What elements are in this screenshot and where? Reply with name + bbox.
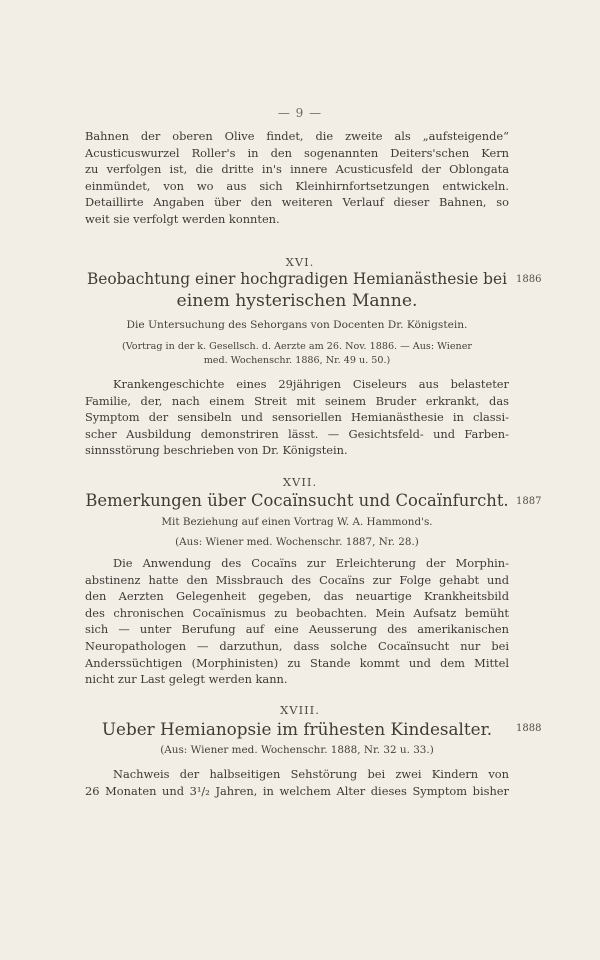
intro-paragraph <box>85 128 509 228</box>
section-subtitle: Die Untersuchung des Sehorgans von Docenten Dr. Königstein. <box>126 319 468 331</box>
section-year: 1888 <box>516 723 542 734</box>
section-title <box>85 718 509 740</box>
section-numeral: XVII. <box>282 475 318 489</box>
section-year: 1886 <box>516 274 542 285</box>
section-title <box>85 490 509 512</box>
text-line: Familie, der, nach einem Streit mit seinem Bruder erkrankt, das <box>85 393 509 408</box>
section-citation: (Aus: Wiener med. Wochenschr. 1887, Nr. 28.) <box>175 536 419 548</box>
section-citation: (Aus: Wiener med. Wochenschr. 1888, Nr. 32 u. 33.) <box>160 744 434 756</box>
text-line: den Aerzten Gelegenheit gegeben, das neuartige Krankheitsbild <box>85 589 509 604</box>
text-line: sich — unter Berufung auf eine Aeusserung des amerikanischen <box>85 622 509 637</box>
text-line: Nachweis der halbseitigen Sehstörung bei zwei Kindern von <box>113 767 509 781</box>
title-line: Bemerkungen über Cocaïnsucht und Cocaïnfurcht. <box>85 491 509 510</box>
section-numeral: XVI. <box>285 255 315 269</box>
text-line: Bahnen der oberen Olive findet, die zweite als „aufsteigende“ <box>85 129 509 143</box>
page-number: — 9 — <box>277 106 323 120</box>
section-numeral: XVIII. <box>280 703 320 717</box>
text-line: weit sie verfolgt werden konnten. <box>85 211 280 226</box>
text-line: Die Anwendung des Cocaïns zur Erleichterung der Morphin- <box>113 556 509 570</box>
text-line: Acusticuswurzel Roller's in den sogenannten Deiters'schen Kern <box>85 145 509 160</box>
section-body <box>85 555 509 688</box>
text-line: Krankengeschichte eines 29jährigen Ciseleurs aus belasteter <box>113 377 509 391</box>
title-line: Beobachtung einer hochgradigen Hemianästhesie bei <box>86 270 508 288</box>
title-line: einem hysterischen Manne. <box>176 291 418 311</box>
text-line: abstinenz hatte den Missbrauch des Cocaïns zur Folge gehabt und <box>85 572 509 587</box>
section-citation: med. Wochenschr. 1886, Nr. 49 u. 50.) <box>203 355 391 366</box>
section-body <box>85 376 509 459</box>
text-line: zu verfolgen ist, die dritte in's innere Acusticusfeld der Oblongata <box>85 162 509 177</box>
section-body <box>85 766 509 799</box>
section-subtitle: Mit Beziehung auf einen Vortrag W. A. Hammond's. <box>161 516 433 528</box>
section-citation: (Vortrag in der k. Gesellsch. d. Aerzte am 26. Nov. 1886. — Aus: Wiener <box>122 341 472 352</box>
text-line: Neuropathologen — darzuthun, dass solche Cocaïnsucht nur bei <box>85 638 509 653</box>
text-line: nicht zur Last gelegt werden kann. <box>85 672 288 687</box>
section-year: 1887 <box>516 496 542 507</box>
text-line: Symptom der sensibeln und sensoriellen Hemianästhesie in classi- <box>85 410 509 425</box>
text-line: Detaillirte Angaben über den weiteren Verlauf dieser Bahnen, so <box>85 195 509 210</box>
title-line: Ueber Hemianopsie im frühesten Kindesalter. <box>101 719 493 739</box>
text-line: 26 Monaten und 3¹/₂ Jahren, in welchem Alter dieses Symptom bisher <box>85 783 509 798</box>
text-line: einmündet, von wo aus sich Kleinhirnfortsetzungen entwickeln. <box>85 178 509 193</box>
section-title <box>85 268 509 312</box>
text-line: scher Ausbildung demonstriren lässt. — Gesichtsfeld- und Farben- <box>85 426 509 441</box>
text-line: des chronischen Cocaïnismus zu beobachten. Mein Aufsatz bemüht <box>85 605 509 620</box>
text-line: Anderssüchtigen (Morphinisten) zu Stande kommt und dem Mittel <box>85 655 509 670</box>
text-line: sinnsstörung beschrieben von Dr. Königstein. <box>85 443 348 458</box>
